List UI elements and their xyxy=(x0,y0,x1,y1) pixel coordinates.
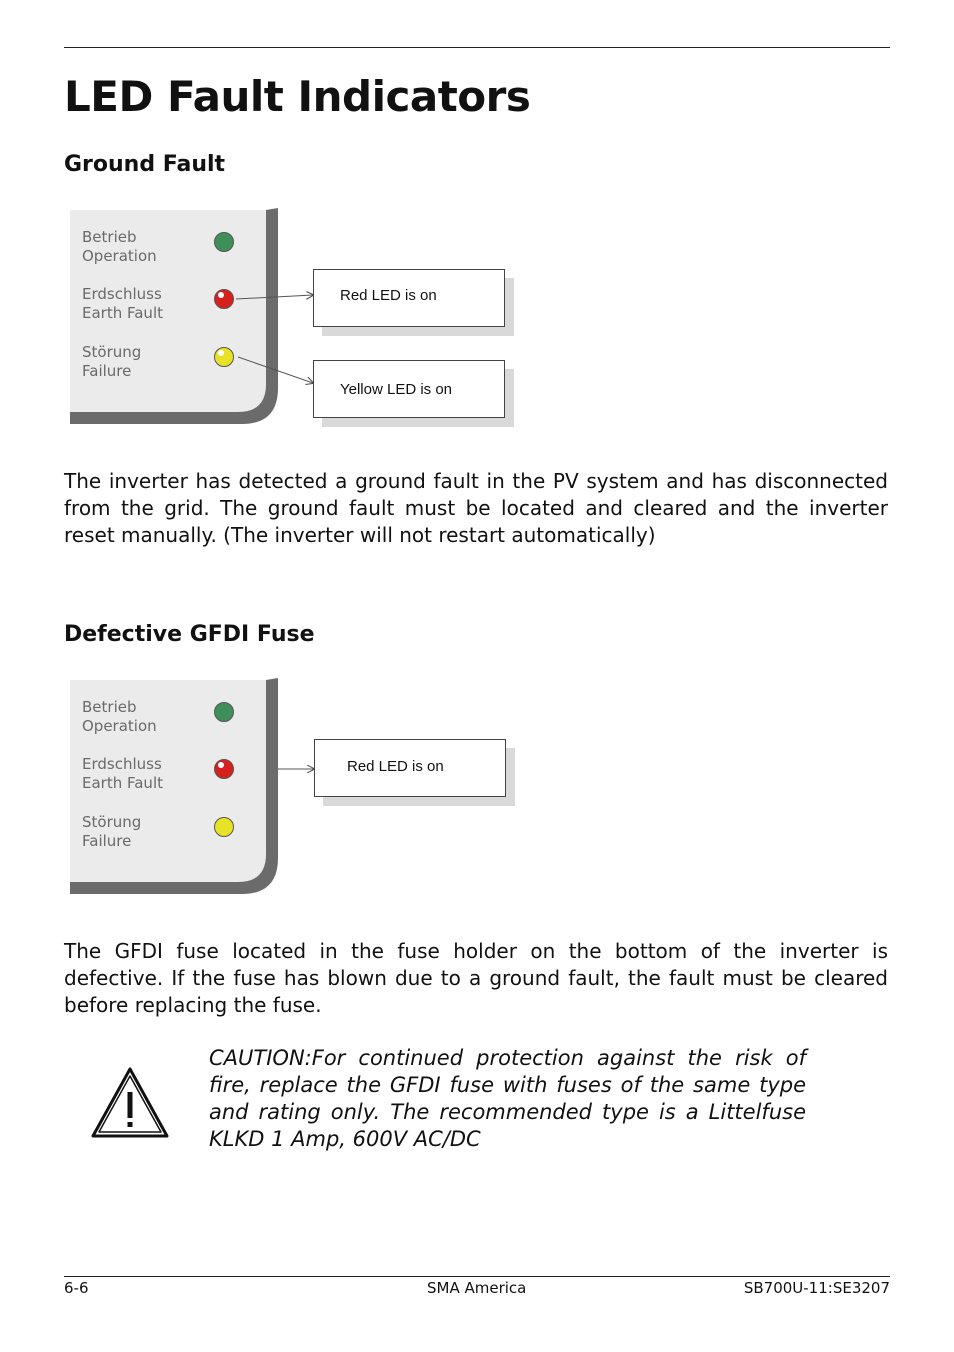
callout-red-led xyxy=(314,739,506,797)
red-led-icon xyxy=(214,289,234,309)
green-led-icon xyxy=(214,232,234,252)
header-rule xyxy=(64,47,890,48)
panel-label-operation: Betrieb Operation xyxy=(82,698,157,735)
panel-label-earth-fault: Erdschluss Earth Fault xyxy=(82,755,163,792)
caution-text: CAUTION:For continued protection against the risk of fire, replace the GFDI fuse with fuses of the same type and rating only. The recommended type is a Littelfuse KLKD 1 Amp, 600V AC/DC xyxy=(209,1046,806,1151)
panel-label-operation: Betrieb Operation xyxy=(82,228,157,265)
ground-fault-description: The inverter has detected a ground fault in the PV system and has disconnected from the grid. The ground fault must be located and cleared and the inverter reset manually. (The inverter will not restart automatically) xyxy=(64,469,888,547)
callout-label: Red LED is on xyxy=(340,287,437,304)
callout-label: Yellow LED is on xyxy=(340,381,453,398)
panel-label-earth-fault: Erdschluss Earth Fault xyxy=(82,285,163,322)
green-led-icon xyxy=(214,702,234,722)
red-led-icon xyxy=(214,759,234,779)
warning-triangle-icon xyxy=(90,1066,170,1140)
footer-rule xyxy=(64,1276,890,1277)
callout-label: Red LED is on xyxy=(347,758,444,775)
yellow-led-icon xyxy=(214,817,234,837)
led-panel-ground-fault xyxy=(68,208,280,426)
footer-page-number: 6-6 xyxy=(64,1279,89,1297)
panel-label-failure: Störung Failure xyxy=(82,813,142,850)
section-heading-ground-fault: Ground Fault xyxy=(64,152,226,177)
section-heading-gfdi-fuse: Defective GFDI Fuse xyxy=(64,622,315,647)
led-panel-gfdi-fuse xyxy=(68,678,280,896)
gfdi-fuse-description: The GFDI fuse located in the fuse holder on the bottom of the inverter is defective. If the fuse has blown due to a ground fault, the fault must be cleared before replacing the fuse. xyxy=(64,939,888,1017)
yellow-led-icon xyxy=(214,347,234,367)
page-title: LED Fault Indicators xyxy=(64,72,531,121)
callout-red-led xyxy=(313,269,505,327)
footer-doc-id: SB700U-11:SE3207 xyxy=(743,1279,890,1297)
footer-company: SMA America xyxy=(427,1279,527,1297)
panel-label-failure: Störung Failure xyxy=(82,343,142,380)
callout-yellow-led xyxy=(313,360,505,418)
